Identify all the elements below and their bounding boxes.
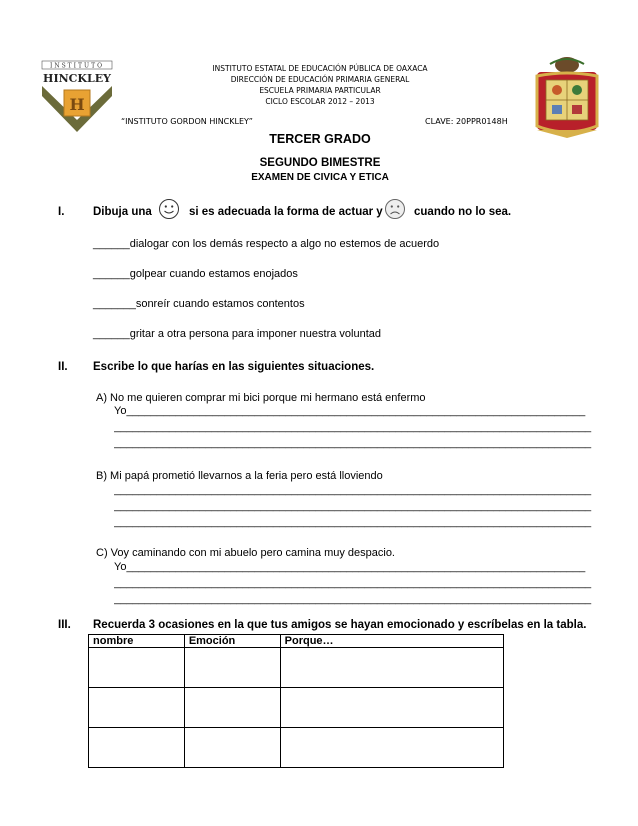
table-row: [89, 728, 504, 768]
header-line-4: CICLO ESCOLAR 2012 – 2013: [265, 97, 375, 106]
answer-line-a-1[interactable]: Yo___________________________________________________________________________: [114, 405, 586, 417]
situation-b: B) Mi papá prometió llevarnos a la feria pero está lloviendo: [96, 470, 383, 482]
cell-emocion[interactable]: [184, 728, 280, 768]
section-2-number: II.: [58, 361, 68, 373]
cell-porque[interactable]: [280, 688, 503, 728]
situation-c: C) Voy caminando con mi abuelo pero camina muy despacio.: [96, 547, 395, 559]
grade-title: TERCER GRADO: [269, 132, 371, 146]
header-line-1: INSTITUTO ESTATAL DE EDUCACIÓN PÚBLICA DE OAXACA: [212, 64, 428, 73]
table-row: [89, 648, 504, 688]
exam-title: EXAMEN DE CIVICA Y ETICA: [251, 172, 389, 183]
answer-line-c-1[interactable]: Yo___________________________________________________________________________: [114, 561, 586, 573]
table-row: [89, 688, 504, 728]
answer-line-c-2[interactable]: ______________________________________________________________________________: [114, 577, 592, 589]
logo-text-top: INSTITUTO: [49, 62, 105, 70]
cell-emocion[interactable]: [184, 648, 280, 688]
header-line-3: ESCUELA PRIMARIA PARTICULAR: [259, 86, 381, 95]
answer-line-a-2[interactable]: ______________________________________________________________________________: [114, 421, 592, 433]
cell-emocion[interactable]: [184, 688, 280, 728]
answer-line-b-2[interactable]: ______________________________________________________________________________: [114, 500, 592, 512]
answer-line-a-3[interactable]: ______________________________________________________________________________: [114, 437, 592, 449]
section-1-number: I.: [58, 206, 65, 218]
cell-porque[interactable]: [280, 728, 503, 768]
cell-porque[interactable]: [280, 648, 503, 688]
cell-nombre[interactable]: [89, 688, 185, 728]
logo-text-main: HINCKLEY: [43, 72, 111, 85]
item-golpear: ______golpear cuando estamos enojados: [93, 268, 298, 280]
section-3-number: III.: [58, 619, 71, 631]
item-sonreir: _______sonreír cuando estamos contentos: [93, 298, 305, 310]
section-1-prompt-b: si es adecuada la forma de actuar y: [189, 206, 383, 218]
period-title: SEGUNDO BIMESTRE: [259, 157, 381, 169]
section-3-prompt: Recuerda 3 ocasiones en la que tus amigos se hayan emocionado y escríbelas en la tabla.: [93, 619, 587, 631]
cell-nombre[interactable]: [89, 648, 185, 688]
section-1-prompt-a: Dibuja una: [93, 206, 152, 218]
section-1-prompt-c: cuando no lo sea.: [414, 206, 512, 218]
answer-line-c-3[interactable]: ______________________________________________________________________________: [114, 593, 592, 605]
logo-letter: H: [69, 95, 85, 114]
answer-line-b-3[interactable]: ______________________________________________________________________________: [114, 516, 592, 528]
sad-face-icon: [384, 198, 406, 225]
school-clave: CLAVE: 20PPR0148H: [425, 117, 508, 126]
table-header-row: [89, 635, 504, 648]
oaxaca-coat-of-arms: [530, 56, 604, 138]
header-emocion: Emoción: [184, 635, 280, 648]
answer-line-b-1[interactable]: ______________________________________________________________________________: [114, 484, 592, 496]
item-gritar: ______gritar a otra persona para imponer nuestra voluntad: [93, 328, 382, 340]
header-porque: Porque…: [280, 635, 503, 648]
institute-logo: [38, 60, 116, 140]
item-dialogar: ______dialogar con los demás respecto a algo no estemos de acuerdo: [93, 238, 440, 250]
section-2-prompt: Escribe lo que harías en las siguientes situaciones.: [93, 361, 375, 373]
emotions-table: [88, 634, 504, 768]
cell-nombre[interactable]: [89, 728, 185, 768]
header-nombre: nombre: [89, 635, 185, 648]
header-line-2: DIRECCIÓN DE EDUCACIÓN PRIMARIA GENERAL: [230, 75, 410, 84]
situation-a: A) No me quieren comprar mi bici porque mi hermano está enfermo: [96, 392, 426, 404]
smiley-face-icon: [158, 198, 180, 225]
school-name: “INSTITUTO GORDON HINCKLEY”: [121, 117, 253, 126]
